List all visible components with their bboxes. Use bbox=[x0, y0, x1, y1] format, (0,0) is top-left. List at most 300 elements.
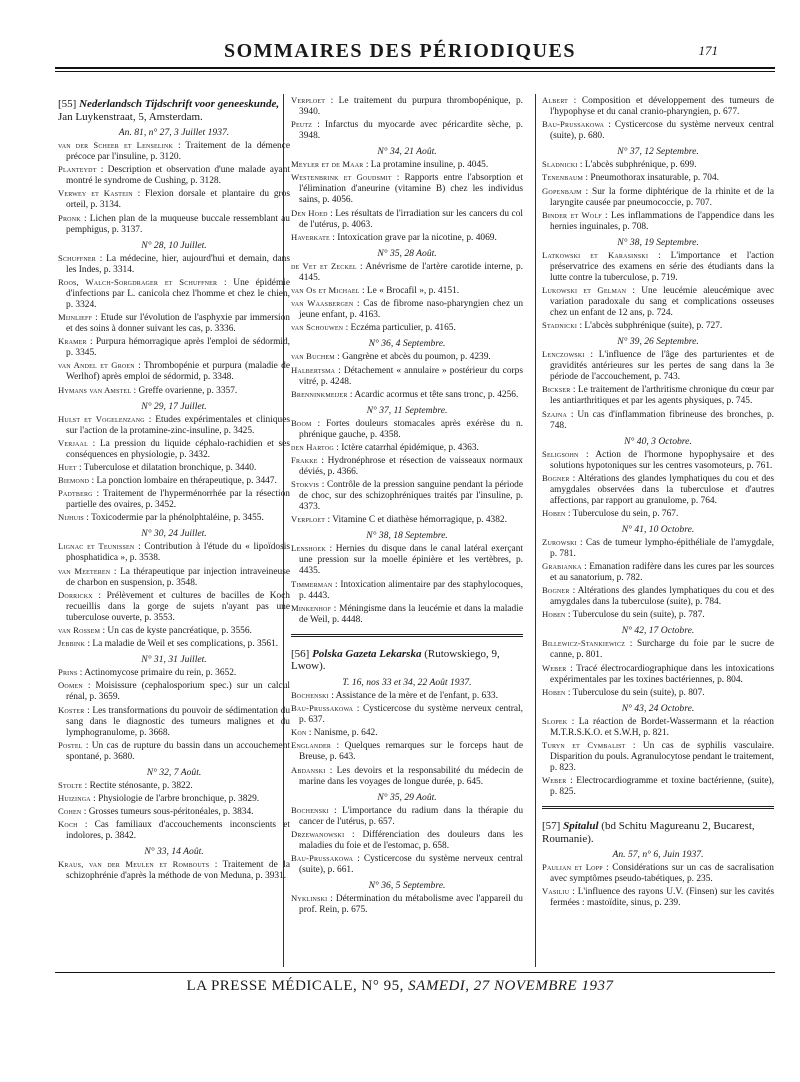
article-entry: Kraus, van der Meulen et Rombouts : Traitement de la schizophrénie d'après la méthode de von Meduna, p. 3931. bbox=[58, 859, 290, 882]
footer-rule bbox=[55, 972, 775, 973]
article-title: Pneumothorax insaturable, p. 704. bbox=[590, 173, 719, 184]
article-entry: Peutz : Infarctus du myocarde avec péricardite sèche, p. 3948. bbox=[291, 119, 523, 142]
article-entry: Bau-Prussakowa : Cysticercose du système nerveux central (suite), p. 661. bbox=[291, 852, 523, 875]
article-title: Intoxication grave par la nicotine, p. 4069. bbox=[337, 232, 497, 243]
article-title: L'importance du radium dans la thérapie du cancer de l'utérus, p. 657. bbox=[299, 805, 523, 827]
article-authors: Verploet bbox=[291, 95, 326, 105]
article-title: Un cas de kyste pancréatique, p. 3556. bbox=[107, 626, 252, 636]
article-authors: Jebbink bbox=[58, 638, 86, 649]
article-title: Acardic acormus et tête sans tronc, p. 4256. bbox=[354, 389, 519, 400]
article-title: Rectite sténosante, p. 3822. bbox=[89, 780, 193, 791]
article-title: Rapports entre l'absorption et l'élimination d'aneurine (vitamine B) chez les individus sains, p. 4056. bbox=[299, 173, 523, 206]
article-entry: Haverkate : Intoxication grave par la nicotine, p. 4069. bbox=[291, 231, 497, 243]
article-authors: van der Scheer et Lenselink bbox=[58, 140, 174, 150]
article-title: Etudes expérimentales et cliniques sur l'action de la protamine-zinc-insuline, p. 3425. bbox=[66, 414, 290, 436]
article-entry: Mijnlieff : Etude sur l'évolution de l'asphyxie par immersion et des soins à donner suivant les cas, p. 3336. bbox=[58, 311, 290, 334]
article-authors: Szajna bbox=[542, 408, 567, 419]
article-authors: Grabianka bbox=[542, 561, 582, 572]
article-authors: van Rossem bbox=[58, 625, 101, 635]
article-title: Tuberculose et dilatation bronchique, p. 3440. bbox=[83, 462, 257, 473]
article-authors: Weber bbox=[542, 662, 567, 673]
article-entry: Verploet : Le traitement du purpura thrombopénique, p. 3940. bbox=[291, 95, 523, 117]
article-title: Electrocardiogramme et toxine bactérienne, (suite), p. 825. bbox=[550, 776, 774, 798]
article-authors: Billewicz-Stankiewicz bbox=[542, 638, 626, 649]
article-entry: de Vet et Zeckel : Anévrisme de l'artère carotide interne, p. 4145. bbox=[291, 260, 523, 283]
issue-heading: N° 33, 14 Août. bbox=[144, 846, 204, 858]
article-title: La médecine, hier, aujourd'hui et demain, dans les Indes, p. 3314. bbox=[66, 253, 290, 275]
article-title: L'abcès subphrénique (suite), p. 727. bbox=[584, 321, 723, 332]
article-title: Contrôle de la pression sanguine pendant la période de choc, sur des schizophréniques traités par l'insuline, p. 4373. bbox=[299, 480, 523, 513]
journal-number: [55] bbox=[58, 98, 77, 110]
article-title: L'abcès subphrénique, p. 699. bbox=[584, 160, 697, 171]
article-authors: Peutz bbox=[291, 119, 313, 130]
article-title: Gangrène et abcès du poumon, p. 4239. bbox=[342, 352, 491, 363]
section-divider bbox=[542, 806, 774, 809]
article-entry: Hymans van Amstel : Greffe ovarienne, p. 3357. bbox=[58, 384, 238, 396]
article-authors: Bau-Prussakowa bbox=[291, 852, 354, 863]
article-authors: Den Hoed bbox=[291, 207, 328, 218]
article-authors: Halbertsma bbox=[291, 364, 336, 375]
article-authors: Vasiliu bbox=[542, 886, 570, 897]
article-authors: Koch bbox=[58, 819, 78, 830]
issue-heading: N° 38, 18 Septembre. bbox=[366, 530, 448, 542]
article-title: Les inflammations de l'appendice dans les hernies inguinales, p. 708. bbox=[550, 210, 774, 232]
article-entry: Nijhuis : Toxicodermie par la phénolphtaléine, p. 3455. bbox=[58, 512, 264, 524]
article-authors: Hymans van Amstel bbox=[58, 384, 132, 395]
article-entry: Verwey et Kastein : Flexion dorsale et plantaire du gros orteil, p. 3134. bbox=[58, 188, 290, 211]
article-authors: Drzewanowski bbox=[291, 828, 345, 839]
article-entry: Hoben : Tuberculose du sein (suite), p. 787. bbox=[542, 609, 705, 621]
article-title: Altérations des glandes lymphatiques du cou et des amygdales observées dans la tuberculose et d'autres affections, par rapport au granulome, p. 764. bbox=[550, 473, 774, 506]
article-authors: Tenenbaum bbox=[542, 172, 584, 183]
article-title: Une leucémie aleucémique avec variation paradoxale du sang et complications osseuses chez un enfant de 12 ans, p. 724. bbox=[550, 285, 774, 318]
article-entry: Szajna : Un cas d'inflammation fibrineuse des bronches, p. 748. bbox=[542, 408, 774, 431]
article-entry: Koster : Les transformations du pouvoir de sédimentation du sang dans le diagnostic des tumeurs malignes et du lymphogranulome, p. 3668. bbox=[58, 704, 290, 738]
article-entry: Grabianka : Emanation radifère dans les cures par les sources et au sanatorium, p. 782. bbox=[542, 561, 774, 584]
article-title: Actinomycose primaire du rein, p. 3652. bbox=[84, 668, 237, 679]
article-title: La pression du liquide céphalo-rachidien et ses conséquences en physiologie, p. 3432. bbox=[66, 438, 290, 460]
article-authors: Roos, Walch-Sorgdrager et Schuffner bbox=[58, 276, 218, 287]
article-entry: Nyklinski : Détermination du métabolisme avec l'appareil du prof. Rein, p. 675. bbox=[291, 892, 523, 915]
article-entry: Frakke : Hydronéphrose et résection de vaisseaux normaux déviés, p. 4366. bbox=[291, 455, 523, 478]
article-title: Emanation radifère dans les cures par les sources et au sanatorium, p. 782. bbox=[550, 562, 774, 584]
article-title: Greffe ovarienne, p. 3357. bbox=[138, 385, 238, 396]
article-authors: Westenbrink et Goudsmit bbox=[291, 172, 392, 183]
article-entry: Den Hoed : Les résultats de l'irradiation sur les cancers du col de l'utérus, p. 4063. bbox=[291, 207, 523, 230]
article-title: Tracé électrocardiographique dans les intoxications expérimentales par les toxines bactériennes, p. 804. bbox=[550, 663, 774, 685]
article-authors: Seligsohn bbox=[542, 448, 579, 459]
article-title: Le traitement du purpura thrombopénique, p. 3940. bbox=[299, 96, 523, 117]
article-title: Infarctus du myocarde avec péricardite sèche, p. 3948. bbox=[299, 120, 523, 142]
article-authors: Verploet bbox=[291, 514, 326, 525]
article-authors: Slopek bbox=[542, 715, 568, 726]
article-authors: Hoben bbox=[542, 686, 566, 697]
article-title: Eczéma particulier, p. 4165. bbox=[350, 323, 456, 334]
article-authors: Postel bbox=[58, 739, 83, 750]
article-entry: Hoben : Tuberculose du sein, p. 767. bbox=[542, 507, 679, 519]
article-authors: van Buchem bbox=[291, 351, 335, 362]
article-title: Considérations sur un cas de sacralisation avec symptômes pseudo-tabétiques, p. 235. bbox=[550, 863, 774, 885]
article-entry: Bickser : Le traitement de l'arthritisme chronique du cœur par les antiarthritiques et par les agents physiques, p. 745. bbox=[542, 384, 774, 407]
issue-heading: N° 28, 10 Juillet. bbox=[141, 239, 207, 251]
article-authors: Koster bbox=[58, 704, 85, 715]
article-title: Le traitement de l'arthritisme chronique du cœur par les antiarthritiques et par les agents physiques, p. 745. bbox=[550, 385, 774, 407]
article-title: La maladie de Weil et ses complications, p. 3561. bbox=[92, 639, 279, 650]
article-entry: Tenenbaum : Pneumothorax insaturable, p. 704. bbox=[542, 172, 719, 184]
article-entry: Paulian et Lopp : Considérations sur un cas de sacralisation avec symptômes pseudo-tabétiques, p. 235. bbox=[542, 862, 774, 885]
article-entry: Latkowski et Karasinski : L'importance et l'action préservatrice des examens en série des étudiants dans la lutte contre la tuberculose, p. 719. bbox=[542, 249, 774, 283]
article-entry: Lukowski et Gelman : Une leucémie aleucémique avec variation paradoxale du sang et complications osseuses chez un enfant de 12 ans, p. 724. bbox=[542, 284, 774, 318]
article-entry: van Schouwen : Eczéma particulier, p. 4165. bbox=[291, 322, 456, 334]
article-entry: Verjaal : La pression du liquide céphalo-rachidien et ses conséquences en physiologie, p. 3432. bbox=[58, 437, 290, 460]
issue-heading: N° 35, 29 Août. bbox=[377, 791, 437, 803]
article-authors: Hulst et Vogelenzang bbox=[58, 413, 145, 424]
article-entry: Drzewanowski : Différenciation des douleurs dans les maladies du foie et de l'estomac, p. 658. bbox=[291, 828, 523, 851]
journal-title: Polska Gazeta Lekarska bbox=[312, 647, 422, 660]
journal-heading bbox=[542, 817, 774, 845]
article-title: Lichen plan de la muqueuse buccale ressemblant au pemphigus, p. 3137. bbox=[66, 213, 290, 235]
section-divider bbox=[291, 634, 523, 637]
article-authors: Timmerman bbox=[291, 578, 333, 589]
page-title: SOMMAIRES DES PÉRIODIQUES bbox=[223, 40, 576, 62]
article-entry: van Andel et Groen : Thrombopénie et purpura (maladie de Werlhof) après emploi de sédormid, p. 3348. bbox=[58, 360, 290, 383]
article-title: Cysticercose du système nerveux central (suite), p. 661. bbox=[299, 853, 523, 875]
issue-heading: N° 31, 31 Juillet. bbox=[141, 654, 207, 666]
article-title: Description et observation d'une malade ayant montré le syndrome de Cushing, p. 3128. bbox=[66, 165, 290, 187]
article-entry: Vasiliu : L'influence des rayons U.V. (Finsen) sur les cavités fermées : mastoïdite, sinus, p. 239. bbox=[542, 886, 774, 909]
article-authors: Lignac et Teunissen bbox=[58, 541, 135, 552]
article-entry: Stokvis : Contrôle de la pression sanguine pendant la période de choc, sur des schizophréniques traités par l'insuline, p. 4373. bbox=[291, 479, 523, 513]
issue-heading: N° 43, 24 Octobre. bbox=[621, 702, 695, 714]
article-authors: Bochenski bbox=[291, 689, 329, 700]
article-entry: Abdanski : Les devoirs et la responsabilité du médecin de marine dans les voyages de longue durée, p. 645. bbox=[291, 764, 523, 787]
column-right bbox=[542, 95, 774, 975]
article-entry: Westenbrink et Goudsmit : Rapports entre l'absorption et l'élimination d'aneurine (vitamine B) chez les individus sains, p. 4056. bbox=[291, 172, 523, 206]
article-entry: Binder et Wolf : Les inflammations de l'appendice dans les hernies inguinales, p. 708. bbox=[542, 209, 774, 232]
footer-journal: LA PRESSE MÉDICALE, N° 95, bbox=[186, 978, 409, 994]
article-entry: Bochenski : Assistance de la mère et de l'enfant, p. 633. bbox=[291, 689, 498, 701]
article-entry: Lenczowski : L'influence de l'âge des parturientes et de gravidités antérieures sur les pertes de sang dans la 3e période de l'accouchement, p. 743. bbox=[542, 349, 774, 383]
article-title: Tuberculose du sein, p. 767. bbox=[572, 508, 679, 519]
article-entry: Roos, Walch-Sorgdrager et Schuffner : Une épidémie d'infections par L. canicola chez l'homme et chez le chien, p. 3324. bbox=[58, 276, 290, 310]
article-authors: Bau-Prussakowa bbox=[542, 119, 605, 130]
article-authors: Huet bbox=[58, 461, 77, 472]
article-authors: Meyler et de Maar bbox=[291, 159, 364, 170]
issue-heading: An. 81, n° 27, 3 Juillet 1937. bbox=[118, 127, 230, 138]
article-title: La ponction lombaire en thérapeutique, p. 3447. bbox=[96, 476, 277, 487]
article-authors: Bochenski bbox=[291, 804, 329, 815]
article-authors: Kon bbox=[291, 727, 307, 738]
column-middle bbox=[291, 95, 523, 975]
issue-heading: An. 57, n° 6, Juin 1937. bbox=[612, 849, 704, 861]
journal-number: [57] bbox=[542, 820, 561, 833]
article-authors: Bogner bbox=[542, 472, 570, 483]
article-authors: Kraus, van der Meulen et Rombouts bbox=[58, 859, 210, 870]
article-entry: Halbertsma : Détachement « annulaire » postérieur du corps vitré, p. 4248. bbox=[291, 364, 523, 387]
article-authors: Haverkate bbox=[291, 231, 330, 242]
article-authors: Lukowski et Gelman bbox=[542, 284, 627, 295]
article-title: Cysticercose du système nerveux central (suite), p. 680. bbox=[550, 120, 774, 142]
article-authors: Prins bbox=[58, 667, 78, 678]
article-title: L'influence des rayons U.V. (Finsen) sur les cavités fermées : mastoïdite, sinus, p. 239. bbox=[550, 887, 774, 909]
article-authors: Kramer bbox=[58, 336, 87, 347]
article-entry: Gopenbajm : Sur la forme diphtérique de la rhinite et de la laryngite causée par pneumococcie, p. 707. bbox=[542, 185, 774, 208]
column-divider bbox=[535, 94, 536, 967]
article-authors: Lenshoek bbox=[291, 543, 326, 554]
article-title: Les devoirs et la responsabilité du médecin de marine dans les voyages de longue durée, p. 645. bbox=[299, 765, 523, 787]
article-title: Tuberculose du sein (suite), p. 807. bbox=[572, 687, 705, 698]
article-entry: Seligsohn : Action de l'hormone hypophysaire et des solutions hypotoniques sur les centres vasomoteurs, p. 761. bbox=[542, 448, 774, 471]
issue-heading: N° 41, 10 Octobre. bbox=[621, 523, 695, 535]
article-entry: Minkenhof : Méningisme dans la leucémie et dans la maladie de Weil, p. 4448. bbox=[291, 602, 523, 625]
article-authors: de Vet et Zeckel bbox=[291, 260, 357, 271]
article-title: Purpura hémorragique après l'emploi de sédormid, p. 3345. bbox=[66, 337, 290, 359]
article-title: Traitement de l'hyperménorrhée par la résection partielle des ovaires, p. 3452. bbox=[66, 489, 290, 511]
article-title: L'influence de l'âge des parturientes et de gravidités antérieures sur les pertes de sang dans la 3e période de l'accouchement, p. 743. bbox=[550, 350, 774, 383]
article-authors: Nyklinski bbox=[291, 892, 328, 903]
issue-heading: N° 29, 17 Juillet. bbox=[141, 400, 207, 412]
article-entry: Kon : Nanisme, p. 642. bbox=[291, 727, 378, 739]
article-entry: Hoben : Tuberculose du sein (suite), p. 807. bbox=[542, 686, 705, 698]
article-authors: Schuffner bbox=[58, 252, 96, 263]
article-authors: Binder et Wolf bbox=[542, 209, 602, 220]
article-authors: Bogner bbox=[542, 585, 570, 596]
article-authors: Gopenbajm bbox=[542, 185, 582, 196]
article-authors: Stokvis bbox=[291, 479, 320, 490]
article-entry: van der Scheer et Lenselink : Traitement de la démence précoce par l'insuline, p. 3120. bbox=[58, 140, 290, 162]
article-title: Les transformations du pouvoir de sédimentation du sang dans le diagnostic des tumeurs malignes et du lymphogranulome, p. 3668. bbox=[66, 705, 290, 738]
article-authors: Mijnlieff bbox=[58, 311, 93, 322]
article-title: Hydronéphrose et résection de vaisseaux normaux déviés, p. 4366. bbox=[299, 456, 523, 478]
article-entry: Lenshoek : Hernies du disque dans le canal latéral exerçant une pression sur la moelle épinière et les vertèbres, p. 4435. bbox=[291, 543, 523, 577]
article-entry: Weber : Tracé électrocardiographique dans les intoxications expérimentales par les toxines bactériennes, p. 804. bbox=[542, 662, 774, 685]
issue-heading: N° 35, 28 Août. bbox=[377, 247, 437, 259]
issue-heading: N° 30, 24 Juillet. bbox=[141, 528, 207, 540]
article-title: Traitement de la démence précoce par l'insuline, p. 3120. bbox=[66, 141, 290, 162]
article-entry: Lignac et Teunissen : Contribution à l'étude du « lipoïdosis phosphatidica », p. 3538. bbox=[58, 541, 290, 564]
column-left bbox=[58, 95, 290, 975]
article-entry: Verploet : Vitamine C et diathèse hémorragique, p. 4382. bbox=[291, 514, 507, 526]
article-authors: Turyn et Cymbalist bbox=[542, 740, 626, 750]
article-title: Assistance de la mère et de l'enfant, p. 633. bbox=[335, 690, 498, 701]
article-title: Fortes douleurs stomacales après exérèse du n. phrénique gauche, p. 4358. bbox=[299, 418, 523, 440]
journal-heading bbox=[58, 95, 290, 123]
article-authors: Sladnicki bbox=[542, 159, 578, 170]
article-authors: Boom bbox=[291, 417, 312, 428]
article-title: L'importance et l'action préservatrice des examens en série des étudiants dans la lutte contre la tuberculose, p. 719. bbox=[550, 250, 774, 283]
article-authors: Stolte bbox=[58, 779, 83, 790]
article-entry: van Waasbergen : Cas de fibrome naso-pharyngien chez un jeune enfant, p. 4163. bbox=[291, 298, 523, 321]
journal-heading bbox=[291, 645, 523, 673]
footer-date: SAMEDI, 27 NOVEMBRE 1937 bbox=[408, 978, 614, 994]
article-authors: Bickser bbox=[542, 384, 571, 395]
article-entry: Koch : Cas familiaux d'accouchements inconscients et indolores, p. 3842. bbox=[58, 819, 290, 842]
issue-heading: N° 38, 19 Septembre. bbox=[617, 236, 699, 248]
article-authors: den Hartog bbox=[291, 441, 334, 452]
article-entry: Oomen : Moisissure (cephalosporium spec.) sur un calcul rénal, p. 3659. bbox=[58, 680, 290, 703]
article-authors: Lenczowski bbox=[542, 349, 585, 360]
article-entry: Huizinga : Physiologie de l'arbre bronchique, p. 3829. bbox=[58, 792, 260, 804]
article-authors: Oomen bbox=[58, 680, 83, 691]
article-title: Intoxication alimentaire par des staphylocoques, p. 4443. bbox=[299, 579, 523, 601]
issue-heading: N° 32, 7 Août. bbox=[146, 766, 202, 778]
issue-heading: N° 39, 26 Septembre. bbox=[617, 336, 699, 348]
article-entry: Stolte : Rectite sténosante, p. 3822. bbox=[58, 779, 193, 791]
article-entry: Biemond : La ponction lombaire en thérapeutique, p. 3447. bbox=[58, 475, 277, 487]
article-title: Surcharge du foie par le sucre de canne, p. 801. bbox=[550, 639, 774, 661]
article-title: Le « Brocafil », p. 4151. bbox=[366, 285, 460, 296]
issue-heading: N° 36, 5 Septembre. bbox=[368, 879, 446, 891]
article-title: Nanisme, p. 642. bbox=[313, 728, 378, 739]
article-entry: Bogner : Altérations des glandes lymphatiques du cou et des amygdales observées dans la tuberculose et d'autres affections, par rapport au granulome, p. 764. bbox=[542, 472, 774, 506]
article-entry: van Os et Michael : Le « Brocafil », p. 4151. bbox=[291, 284, 460, 296]
journal-number: [56] bbox=[291, 647, 310, 660]
article-entry: Planteydt : Description et observation d'une malade ayant montré le syndrome de Cushing, p. 3128. bbox=[58, 164, 290, 187]
article-entry: Padtberg : Traitement de l'hyperménorrhée par la résection partielle des ovaires, p. 3452. bbox=[58, 488, 290, 511]
article-entry: Englander : Quelques remarques sur le forceps haut de Breuse, p. 643. bbox=[291, 740, 523, 763]
article-entry: Weber : Electrocardiogramme et toxine bactérienne, (suite), p. 825. bbox=[542, 775, 774, 798]
article-title: Prélèvement et cultures de bacilles de Koch recueillis dans la gorge de sujets n'ayant pas une tuberculose ouverte, p. 3553. bbox=[66, 590, 290, 623]
article-entry: Bogner : Altérations des glandes lymphatiques du cou et des amygdales dans la tuberculose (suite), p. 784. bbox=[542, 585, 774, 608]
article-title: Cas familiaux d'accouchements inconscients et indolores, p. 3842. bbox=[66, 820, 290, 842]
article-entry: Kramer : Purpura hémorragique après l'emploi de sédormid, p. 3345. bbox=[58, 336, 290, 359]
article-entry: Sladnicki : L'abcès subphrénique, p. 699. bbox=[542, 159, 697, 171]
article-title: Altérations des glandes lymphatiques du cou et des amygdales dans la tuberculose (suite), p. 784. bbox=[550, 586, 774, 608]
article-title: Flexion dorsale et plantaire du gros orteil, p. 3134. bbox=[66, 189, 290, 211]
article-authors: van Waasbergen bbox=[291, 298, 354, 309]
article-title: Un cas de rupture du bassin dans un accouchement spontané, p. 3680. bbox=[66, 740, 290, 762]
article-entry: Boom : Fortes douleurs stomacales après exérèse du n. phrénique gauche, p. 4358. bbox=[291, 417, 523, 440]
article-entry: Pronk : Lichen plan de la muqueuse buccale ressemblant au pemphigus, p. 3137. bbox=[58, 212, 290, 235]
article-title: Traitement de la schizophrénie d'après la méthode de von Meduna, p. 3931. bbox=[66, 860, 290, 882]
article-authors: van Meeteren bbox=[58, 565, 111, 576]
article-title: Hernies du disque dans le canal latéral exerçant une pression sur la moelle épinière et les vertèbres, p. 4435. bbox=[299, 544, 523, 577]
article-title: Action de l'hormone hypophysaire et des solutions hypotoniques sur les centres vasomoteurs, p. 761. bbox=[550, 449, 774, 471]
article-entry: Brenninkmeijer : Acardic acormus et tête sans tronc, p. 4256. bbox=[291, 388, 519, 400]
issue-heading: N° 37, 12 Septembre. bbox=[617, 146, 699, 158]
article-authors: Minkenhof bbox=[291, 602, 332, 613]
issue-heading: N° 34, 21 Août. bbox=[377, 146, 437, 158]
issue-heading: N° 40, 3 Octobre. bbox=[624, 435, 692, 447]
article-authors: Stadnicki bbox=[542, 320, 578, 331]
article-authors: Verwey et Kastein bbox=[58, 188, 133, 199]
article-authors: Verjaal bbox=[58, 437, 88, 448]
article-title: Moisissure (cephalosporium spec.) sur un calcul rénal, p. 3659. bbox=[66, 681, 290, 703]
article-title: La thérapeutique par injection intraveineuse de charbon en suspension, p. 3548. bbox=[66, 566, 290, 588]
article-entry: den Hartog : Ictère catarrhal épidémique, p. 4363. bbox=[291, 441, 479, 453]
article-entry: Prins : Actinomycose primaire du rein, p. 3652. bbox=[58, 667, 237, 679]
article-title: Vitamine C et diathèse hémorragique, p. 4382. bbox=[332, 515, 507, 526]
article-title: Sur la forme diphtérique de la rhinite et de la laryngite causée par pneumococcie, p. 707. bbox=[550, 186, 774, 208]
article-authors: Cohen bbox=[58, 806, 82, 817]
issue-heading: N° 37, 11 Septembre. bbox=[366, 404, 448, 416]
article-authors: Zurowski bbox=[542, 536, 577, 547]
article-authors: Abdanski bbox=[291, 764, 326, 775]
article-entry: Huet : Tuberculose et dilatation bronchique, p. 3440. bbox=[58, 461, 257, 473]
article-title: Grosses tumeurs sous-péritonéales, p. 3834. bbox=[88, 807, 254, 818]
article-title: La protamine insuline, p. 4045. bbox=[370, 160, 489, 171]
article-authors: van Schouwen bbox=[291, 322, 344, 333]
issue-heading: N° 36, 4 Septembre. bbox=[368, 338, 446, 350]
article-entry: van Buchem : Gangrène et abcès du poumon, p. 4239. bbox=[291, 351, 491, 363]
header-rule bbox=[55, 67, 775, 72]
article-title: Un cas d'inflammation fibrineuse des bronches, p. 748. bbox=[550, 409, 774, 431]
article-authors: van Os et Michael bbox=[291, 284, 360, 295]
article-title: Cysticercose du système nerveux central, p. 637. bbox=[299, 704, 523, 725]
article-authors: van Andel et Groen bbox=[58, 360, 135, 371]
article-entry: Meyler et de Maar : La protamine insuline, p. 4045. bbox=[291, 159, 489, 171]
article-title: Physiologie de l'arbre bronchique, p. 3829. bbox=[98, 793, 260, 804]
article-authors: Hoben bbox=[542, 609, 566, 620]
article-entry: Bau-Prussakowa : Cysticercose du système nerveux central (suite), p. 680. bbox=[542, 119, 774, 142]
article-title: Différenciation des douleurs dans les maladies du foie et de l'estomac, p. 658. bbox=[299, 829, 523, 851]
article-entry: Billewicz-Stankiewicz : Surcharge du foie par le sucre de canne, p. 801. bbox=[542, 638, 774, 661]
article-entry: Bau-Prussakowa : Cysticercose du système nerveux central, p. 637. bbox=[291, 703, 523, 725]
page-footer bbox=[0, 978, 800, 995]
article-entry: Schuffner : La médecine, hier, aujourd'hui et demain, dans les Indes, p. 3314. bbox=[58, 252, 290, 275]
article-title: Détachement « annulaire » postérieur du corps vitré, p. 4248. bbox=[299, 365, 523, 387]
article-title: Anévrisme de l'artère carotide interne, p. 4145. bbox=[299, 261, 523, 283]
article-entry: Albert : Composition et développement des tumeurs de l'hypophyse et du canal cranio-pharyngien, p. 677. bbox=[542, 95, 774, 117]
journal-address: (bd Schitu Magureanu 2, Bucarest, Roumanie). bbox=[542, 820, 755, 845]
article-authors: Frakke bbox=[291, 455, 318, 466]
article-authors: Biemond bbox=[58, 475, 90, 486]
article-entry: Jebbink : La maladie de Weil et ses complications, p. 3561. bbox=[58, 638, 279, 650]
article-entry: van Rossem : Un cas de kyste pancréatique, p. 3556. bbox=[58, 625, 252, 636]
article-entry: Cohen : Grosses tumeurs sous-péritonéales, p. 3834. bbox=[58, 806, 254, 818]
issue-heading: T. 16, nos 33 et 34, 22 Août 1937. bbox=[342, 676, 472, 688]
article-authors: Padtberg bbox=[58, 488, 93, 499]
article-authors: Brenninkmeijer bbox=[291, 388, 348, 399]
article-title: Tuberculose du sein (suite), p. 787. bbox=[572, 610, 705, 621]
article-title: Composition et développement des tumeurs de l'hypophyse et du canal cranio-pharyngien, p. 677. bbox=[550, 96, 774, 117]
journal-address: (Rutowskiego, 9, Lwow). bbox=[291, 647, 500, 673]
article-authors: Albert bbox=[542, 95, 569, 105]
article-authors: Dorrickx bbox=[58, 589, 93, 600]
journal-title: Nederlandsch Tijdschrift voor geneeskunde, bbox=[79, 98, 280, 110]
journal-address: Jan Luykenstraat, 5, Amsterdam. bbox=[58, 110, 203, 123]
article-entry: van Meeteren : La thérapeutique par injection intraveineuse de charbon en suspension, p. 3548. bbox=[58, 565, 290, 588]
article-title: Contribution à l'étude du « lipoïdosis phosphatidica », p. 3538. bbox=[66, 542, 290, 564]
article-authors: Bau-Prussakowa bbox=[291, 703, 354, 713]
article-entry: Slopek : La réaction de Bordet-Wassermann et la réaction M.T.R.S.K.O. et S.W.H, p. 821. bbox=[542, 715, 774, 738]
article-entry: Dorrickx : Prélèvement et cultures de bacilles de Koch recueillis dans la gorge de sujets n'ayant pas une tuberculose ouverte, p. 3553. bbox=[58, 589, 290, 623]
article-authors: Latkowski et Karasinski bbox=[542, 249, 649, 260]
article-entry: Turyn et Cymbalist : Un cas de syphilis vasculaire. Disparition du pouls. Agranulocytose pendant le traitement, p. 823. bbox=[542, 740, 774, 773]
article-title: Cas de tumeur lympho-épithéliale de l'amygdale, p. 781. bbox=[550, 537, 774, 559]
article-title: Méningisme dans la leucémie et dans la maladie de Weil, p. 4448. bbox=[299, 603, 523, 625]
article-title: Etude sur l'évolution de l'asphyxie par immersion et des soins à donner suivant les cas, p. 3336. bbox=[66, 312, 290, 334]
article-entry: Hulst et Vogelenzang : Etudes expérimentales et cliniques sur l'action de la protamine-zinc-insuline, p. 3425. bbox=[58, 413, 290, 436]
article-entry: Postel : Un cas de rupture du bassin dans un accouchement spontané, p. 3680. bbox=[58, 739, 290, 762]
article-authors: Planteydt bbox=[58, 164, 97, 175]
article-authors: Nijhuis bbox=[58, 512, 84, 523]
article-authors: Englander bbox=[291, 740, 332, 751]
article-title: La réaction de Bordet-Wassermann et la réaction M.T.R.S.K.O. et S.W.H, p. 821. bbox=[550, 716, 774, 738]
article-title: Les résultats de l'irradiation sur les cancers du col de l'utérus, p. 4063. bbox=[299, 208, 523, 230]
article-authors: Pronk bbox=[58, 212, 81, 223]
article-title: Détermination du métabolisme avec l'appareil du prof. Rein, p. 675. bbox=[299, 893, 523, 915]
article-entry: Zurowski : Cas de tumeur lympho-épithéliale de l'amygdale, p. 781. bbox=[542, 536, 774, 559]
article-entry: Timmerman : Intoxication alimentaire par des staphylocoques, p. 4443. bbox=[291, 578, 523, 601]
article-entry: Stadnicki : L'abcès subphrénique (suite), p. 727. bbox=[542, 320, 723, 332]
article-title: Quelques remarques sur le forceps haut de Breuse, p. 643. bbox=[299, 741, 523, 763]
issue-heading: N° 42, 17 Octobre. bbox=[621, 625, 695, 637]
article-authors: Weber bbox=[542, 775, 567, 786]
article-authors: Hoben bbox=[542, 507, 566, 518]
article-authors: Paulian et Lopp bbox=[542, 862, 603, 873]
article-title: Cas de fibrome naso-pharyngien chez un jeune enfant, p. 4163. bbox=[299, 299, 523, 321]
